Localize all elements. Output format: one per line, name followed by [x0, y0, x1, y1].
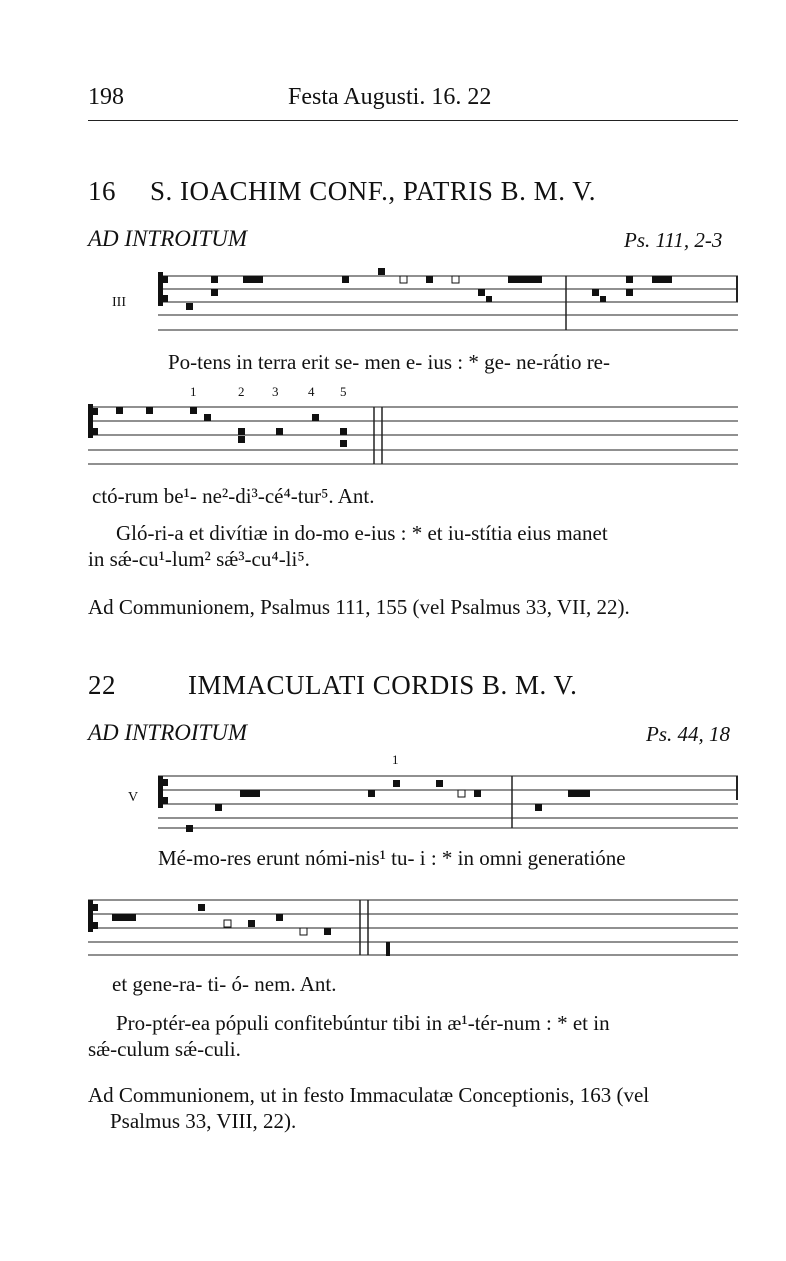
section-16-communion: Ad Communionem, Psalmus 111, 155 (vel Psalmus 33, VII, 22).: [88, 595, 630, 619]
section-16-psalm-ref: Ps. 111, 2-3: [624, 228, 723, 252]
section-22-verse-line1: Pro-ptér-ea pópuli confitebúntur tibi in æ¹-tér-num : * et in: [116, 1011, 610, 1035]
section-22-lyrics-line1: Mé-mo-res erunt nómi-nis¹ tu- i : * in omni generatióne: [158, 846, 626, 870]
mode-III-label: III: [112, 295, 126, 310]
section-22-title: IMMACULATI CORDIS B. M. V.: [188, 670, 578, 700]
section-22-communion-line2: Psalmus 33, VIII, 22).: [110, 1109, 297, 1133]
section-22-number: 22: [88, 670, 116, 700]
neume-number-4: 4: [308, 384, 315, 399]
section-16-lyrics-line1: Po-tens in terra erit se- men e- ius : * ge- ne-rátio re-: [168, 350, 610, 374]
neume-number-5: 5: [340, 384, 347, 399]
section-22-label: AD INTROITUM: [88, 720, 248, 745]
neume-number-3: 3: [272, 384, 279, 399]
section-22-verse-line2: sǽ-culum sǽ-culi.: [88, 1037, 241, 1061]
neume-number-22-1: 1: [392, 752, 399, 767]
neume-number-2: 2: [238, 384, 245, 399]
section-22-lyrics-line2: et gene-ra- ti- ó- nem. Ant.: [112, 972, 337, 996]
neume-number-1: 1: [190, 384, 197, 399]
section-16-lyrics-line2: ctó-rum be¹- ne²-di³-cé⁴-tur⁵. Ant.: [92, 484, 375, 508]
section-16-verse-line1: Gló-ri-a et divítiæ in do-mo e-ius : * et iu-stítia eius manet: [116, 521, 608, 545]
page-number: 198: [88, 84, 124, 110]
mode-V-label: V: [128, 790, 139, 805]
section-22-psalm-ref: Ps. 44, 18: [646, 722, 730, 746]
section-16-number: 16: [88, 176, 116, 206]
section-16-title: S. IOACHIM CONF., PATRIS B. M. V.: [150, 176, 596, 206]
section-16-verse-line2: in sǽ-cu¹-lum² sǽ³-cu⁴-li⁵.: [88, 547, 310, 571]
running-title: Festa Augusti. 16. 22: [288, 84, 492, 110]
section-16-label: AD INTROITUM: [88, 226, 248, 251]
section-22-communion-line1: Ad Communionem, ut in festo Immaculatæ Conceptionis, 163 (vel: [88, 1083, 650, 1107]
